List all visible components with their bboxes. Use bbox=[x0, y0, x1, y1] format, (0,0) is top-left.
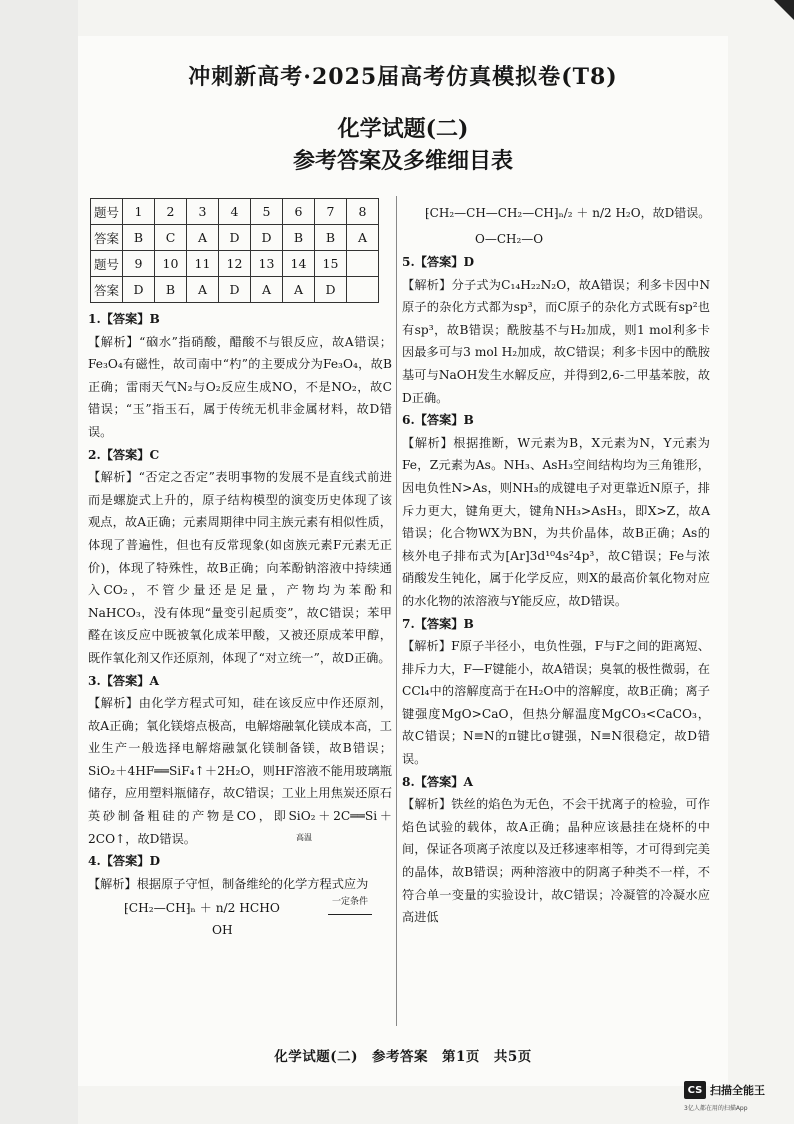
subject-title: 化学试题(二) bbox=[337, 116, 469, 142]
analysis-paragraph: 【解析】铁丝的焰色为无色，不会干扰离子的检验，可作焰色试验的载体，故A正确；晶种应该悬挂在烧杯的中间，保证各项离子浓度以及迁移速率相等，才可得到完美的晶体，故B错误；两种溶液中的阴离子种类不一样，不符合单一变量的实验设计，故C错误；冷凝管的冷凝水应高进低 bbox=[402, 797, 710, 925]
table-cell: 答案 bbox=[91, 225, 123, 251]
table-cell: 答案 bbox=[91, 277, 123, 303]
table-cell: 7 bbox=[315, 199, 347, 225]
table-cell: B bbox=[315, 225, 347, 251]
table-cell: D bbox=[123, 277, 155, 303]
analysis-paragraph: 【解析】根据原子守恒，制备维纶的化学方程式应为 bbox=[88, 876, 369, 891]
scanner-tagline: 3亿人都在用的扫描App bbox=[684, 1105, 748, 1112]
table-cell: A bbox=[347, 225, 379, 251]
table-cell: 10 bbox=[155, 251, 187, 277]
table-cell: C bbox=[155, 225, 187, 251]
vinylon-equation bbox=[88, 897, 392, 941]
table-row bbox=[91, 277, 379, 303]
answer-table bbox=[90, 198, 379, 303]
table-cell: D bbox=[219, 225, 251, 251]
analysis-paragraph: 【解析】F原子半径小，电负性强，F与F之间的距离短、排斥力大，F—F键能小，故A错误；臭氧的极性微弱，在CCl₄中的溶解度高于在H₂O中的溶解度，故B正确；离子键强度MgO>CaO，但热分解温度MgCO₃<CaCO₃，故C错误；N≡N的π键比σ键强，N≡N很稳定，故D错误。 bbox=[402, 639, 710, 767]
analysis-paragraph: 【解析】分子式为C₁₄H₂₂N₂O，故A错误；利多卡因中N原子的杂化方式都为sp³，而C原子的杂化方式既有sp²也有sp³，故B错误；酰胺基不与H₂加成，则1 mol利多卡因最多可与3 mol H₂加成，故C错误；利多卡因中的酰胺基可与NaOH发生水解反应，并得到2,6-二甲基苯胺，故D正确。 bbox=[402, 277, 710, 405]
analysis-paragraph: 【解析】“硇水”指硝酸，醋酸不与银反应，故A错误；Fe₃O₄有磁性，故司南中“杓”的主要成分为Fe₃O₄，故B正确；雷雨天气N₂与O₂反应生成NO，不是NO₂，故C错误；“玉”指玉石，属于传统无机非金属材料，故D错误。 bbox=[88, 334, 392, 439]
answer-heading: 2.【答案】C bbox=[88, 447, 160, 462]
table-cell: D bbox=[315, 277, 347, 303]
table-cell: 13 bbox=[251, 251, 283, 277]
table-cell bbox=[347, 251, 379, 277]
table-cell: 4 bbox=[219, 199, 251, 225]
table-cell bbox=[347, 277, 379, 303]
exam-title: 冲刺新高考·2025届高考仿真模拟卷(T8) bbox=[188, 64, 618, 90]
table-cell: 3 bbox=[187, 199, 219, 225]
table-cell: 5 bbox=[251, 199, 283, 225]
page-footer: 化学试题(二) 参考答案 第1页 共5页 bbox=[274, 1049, 532, 1065]
table-cell: B bbox=[123, 225, 155, 251]
table-cell: B bbox=[155, 277, 187, 303]
table-cell: 11 bbox=[187, 251, 219, 277]
polymer-equation bbox=[425, 200, 725, 248]
scan-shadow bbox=[0, 0, 78, 1124]
table-cell: 12 bbox=[219, 251, 251, 277]
acetal-ring: O—CH₂—O bbox=[475, 232, 544, 246]
answer-heading: 8.【答案】A bbox=[402, 774, 473, 789]
reaction-condition: 一定条件 bbox=[328, 891, 372, 915]
answer-title: 参考答案及多维细目表 bbox=[292, 148, 513, 174]
answer-heading: 6.【答案】B bbox=[402, 413, 474, 428]
analysis-paragraph: 【解析】由化学方程式可知，硅在该反应中作还原剂，故A正确；氧化镁熔点极高，电解熔融氧化镁成本高，工业生产一般选择电解熔融氯化镁制备镁，故B错误；SiO₂＋4HF══SiF₄↑＋2H₂O，则HF溶液不能用玻璃瓶储存，应用塑料瓶储存，故C错误；工业上用焦炭还原石英砂制备粗硅的产物是CO，即SiO₂＋2C══Si＋2CO↑，故D错误。 bbox=[88, 696, 392, 846]
table-cell: 8 bbox=[347, 199, 379, 225]
table-row bbox=[91, 251, 379, 277]
column-divider bbox=[396, 196, 397, 1026]
equation-left: ⁅CH₂—CH⁆ₙ ＋ n/2 HCHO bbox=[124, 901, 280, 916]
camscanner-icon: CS bbox=[684, 1081, 706, 1099]
answer-heading: 3.【答案】A bbox=[88, 673, 159, 688]
answer-heading: 5.【答案】D bbox=[402, 255, 475, 269]
answer-heading: 1.【答案】B bbox=[88, 312, 160, 326]
right-column bbox=[402, 251, 710, 929]
scanner-name: 扫描全能王 bbox=[710, 1084, 765, 1097]
analysis-paragraph: 【解析】根据推断，W元素为B，X元素为N，Y元素为Fe，Z元素为As。NH₃、AsH₃空间结构均为三角锥形，因电负性N>As，则NH₃的成键电子对更靠近N原子，排斥力更大，键角更大，键角NH₃>AsH₃，即X>Z，故A错误；化合物WX为BN，为共价晶体，故B正确；As的核外电子排布式为[Ar]3d¹⁰4s²4p³，故C错误；Fe与浓硝酸发生钝化，属于化学反应，则X的最高价氧化物对应的水化物的浓溶液与Y能反应，故D错误。 bbox=[402, 435, 710, 608]
page-corner bbox=[774, 0, 794, 20]
table-cell: D bbox=[251, 225, 283, 251]
table-cell: A bbox=[283, 277, 315, 303]
analysis-paragraph: 【解析】“否定之否定”表明事物的发展不是直线式前进而是螺旋式上升的，原子结构模型的演变历史体现了该观点，故A正确；元素周期律中同主族元素有相似性质，体现了普遍性，但也有反常现象(如卤族元素F元素无正价)，体现了特殊性，故B正确；向苯酚钠溶液中持续通入CO₂，不管少量还是足量，产物均为苯酚和NaHCO₃，没有体现“量变引起质变”，故C错误；苯甲醛在该反应中既被氧化成苯甲酸，又被还原成苯甲醇，既作氧化剂又作还原剂，体现了“对立统一”，故D正确。 bbox=[88, 470, 392, 665]
table-cell: 题号 bbox=[91, 251, 123, 277]
table-cell: 题号 bbox=[91, 199, 123, 225]
table-cell: B bbox=[283, 225, 315, 251]
table-cell: 6 bbox=[283, 199, 315, 225]
table-cell: D bbox=[219, 277, 251, 303]
answer-heading: 4.【答案】D bbox=[88, 854, 161, 869]
high-temp-label: 高温 bbox=[296, 833, 312, 842]
table-row bbox=[91, 225, 379, 251]
left-column bbox=[88, 308, 392, 941]
table-cell: A bbox=[187, 277, 219, 303]
table-cell: 9 bbox=[123, 251, 155, 277]
answer-heading: 7.【答案】B bbox=[402, 616, 474, 631]
table-cell: A bbox=[251, 277, 283, 303]
hydroxyl-group: OH bbox=[212, 923, 233, 938]
scanner-logo bbox=[684, 1081, 765, 1099]
polymer-formula: ⁅CH₂—CH—CH₂—CH⁆ₙ/₂ ＋ n/2 H₂O，故D错误。 bbox=[425, 206, 711, 220]
table-cell: A bbox=[187, 225, 219, 251]
table-cell: 14 bbox=[283, 251, 315, 277]
table-row bbox=[91, 199, 379, 225]
table-cell: 2 bbox=[155, 199, 187, 225]
table-cell: 1 bbox=[123, 199, 155, 225]
table-cell: 15 bbox=[315, 251, 347, 277]
